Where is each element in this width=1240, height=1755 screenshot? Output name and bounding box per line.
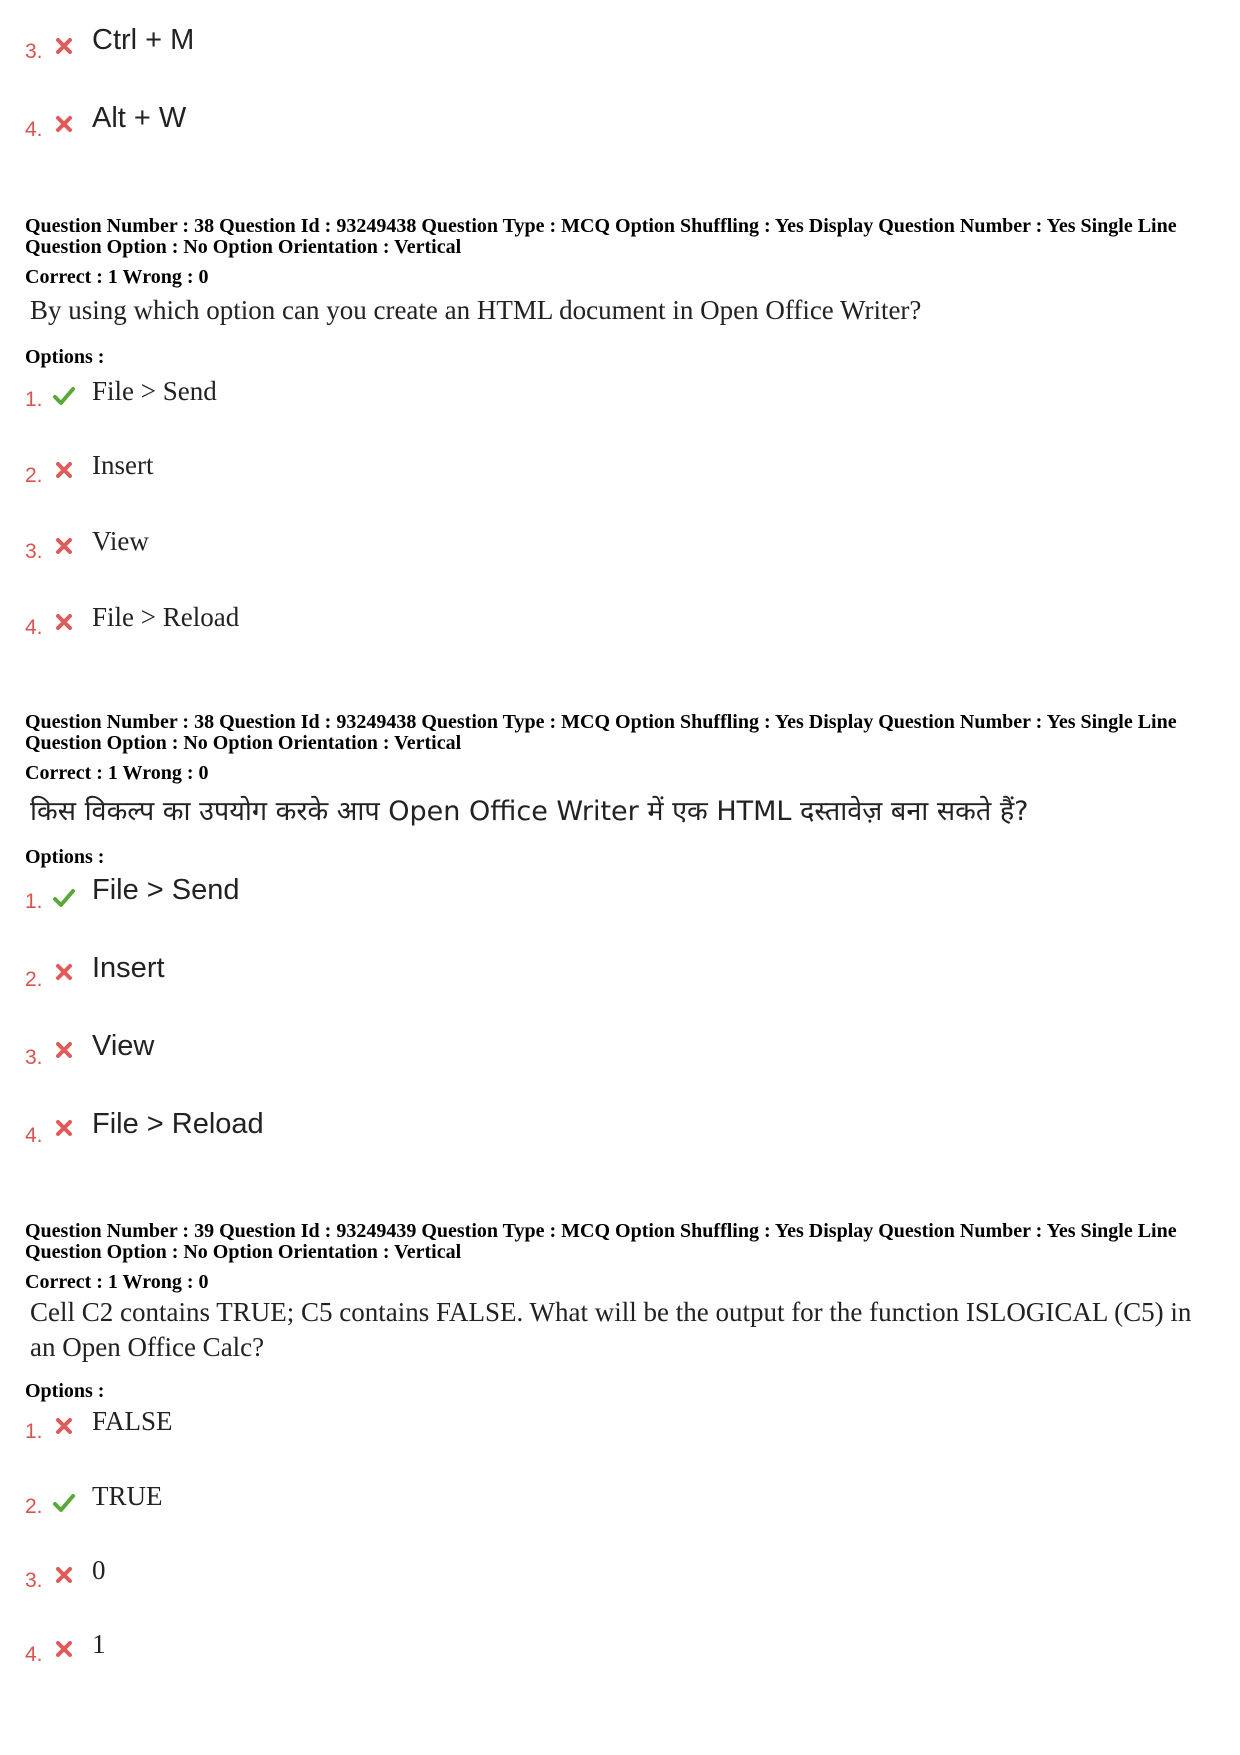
check-icon	[52, 886, 76, 910]
option-text: 1	[92, 1629, 106, 1659]
check-icon	[52, 384, 76, 408]
option-row	[0, 1481, 1100, 1521]
option-number: 2.	[25, 1495, 43, 1518]
cross-icon	[52, 610, 76, 634]
cross-icon	[52, 458, 76, 482]
cross-icon	[52, 1414, 76, 1438]
option-number: 4.	[25, 616, 43, 639]
option-number: 3.	[25, 1569, 43, 1592]
option-row	[0, 526, 1100, 566]
option-text: TRUE	[92, 1481, 163, 1511]
option-number: 1.	[25, 388, 43, 411]
option-number: 4.	[25, 1643, 43, 1666]
question-meta: Question Number : 39 Question Id : 93249439 Question Type : MCQ Option Shuffling : Yes Display Question Number : Yes Single Line Question Option : No Option Orientation : Vertical	[25, 1220, 1177, 1263]
option-number: 4.	[25, 1124, 43, 1147]
option-number: 1.	[25, 1420, 43, 1443]
option-row	[0, 952, 1100, 992]
cross-icon	[52, 1563, 76, 1587]
option-text: View	[92, 1030, 155, 1062]
option-row	[0, 1555, 1100, 1595]
option-row	[0, 24, 1100, 64]
marks-info: Correct : 1 Wrong : 0	[25, 762, 209, 784]
option-text: File > Reload	[92, 1108, 264, 1140]
cross-icon	[52, 1116, 76, 1140]
option-row	[0, 874, 1100, 914]
question-meta: Question Number : 38 Question Id : 93249438 Question Type : MCQ Option Shuffling : Yes Display Question Number : Yes Single Line Question Option : No Option Orientation : Vertical	[25, 711, 1177, 754]
check-icon	[52, 1491, 76, 1515]
cross-icon	[52, 1038, 76, 1062]
option-text: File > Send	[92, 874, 240, 906]
option-number: 2.	[25, 464, 43, 487]
option-row	[0, 102, 1100, 142]
cross-icon	[52, 34, 76, 58]
option-text: Insert	[92, 450, 154, 480]
marks-info: Correct : 1 Wrong : 0	[25, 1271, 209, 1293]
option-number: 2.	[25, 968, 43, 991]
option-row	[0, 1030, 1100, 1070]
option-number: 3.	[25, 1046, 43, 1069]
option-text: FALSE	[92, 1406, 173, 1436]
option-text: View	[92, 526, 149, 556]
option-text: Insert	[92, 952, 165, 984]
cross-icon	[52, 534, 76, 558]
option-row	[0, 450, 1100, 490]
option-row	[0, 1108, 1100, 1148]
option-number: 3.	[25, 40, 43, 63]
option-number: 4.	[25, 118, 43, 141]
option-row	[0, 374, 1100, 414]
option-text: File > Send	[92, 376, 217, 406]
option-text: Alt + W	[92, 102, 187, 134]
option-text: 0	[92, 1555, 106, 1585]
option-number: 3.	[25, 540, 43, 563]
cross-icon	[52, 112, 76, 136]
cross-icon	[52, 960, 76, 984]
question-meta: Question Number : 38 Question Id : 93249438 Question Type : MCQ Option Shuffling : Yes Display Question Number : Yes Single Line Question Option : No Option Orientation : Vertical	[25, 215, 1177, 258]
options-label: Options :	[25, 846, 105, 868]
options-label: Options :	[25, 346, 105, 368]
question-text: By using which option can you create an HTML document in Open Office Writer?	[30, 295, 922, 325]
options-label: Options :	[25, 1380, 105, 1402]
option-row	[0, 602, 1100, 642]
question-text: किस विकल्प का उपयोग करके आप Open Office Writer में एक HTML दस्तावेज़ बना सकते हैं?	[30, 796, 1029, 827]
option-text: File > Reload	[92, 602, 240, 632]
cross-icon	[52, 1637, 76, 1661]
option-row	[0, 1406, 1100, 1446]
option-text: Ctrl + M	[92, 24, 195, 56]
marks-info: Correct : 1 Wrong : 0	[25, 266, 209, 288]
option-row	[0, 1629, 1100, 1669]
question-text: Cell C2 contains TRUE; C5 contains FALSE. What will be the output for the function ISLOGICAL (C5) in an Open Office Calc?	[30, 1297, 1192, 1362]
option-number: 1.	[25, 890, 43, 913]
